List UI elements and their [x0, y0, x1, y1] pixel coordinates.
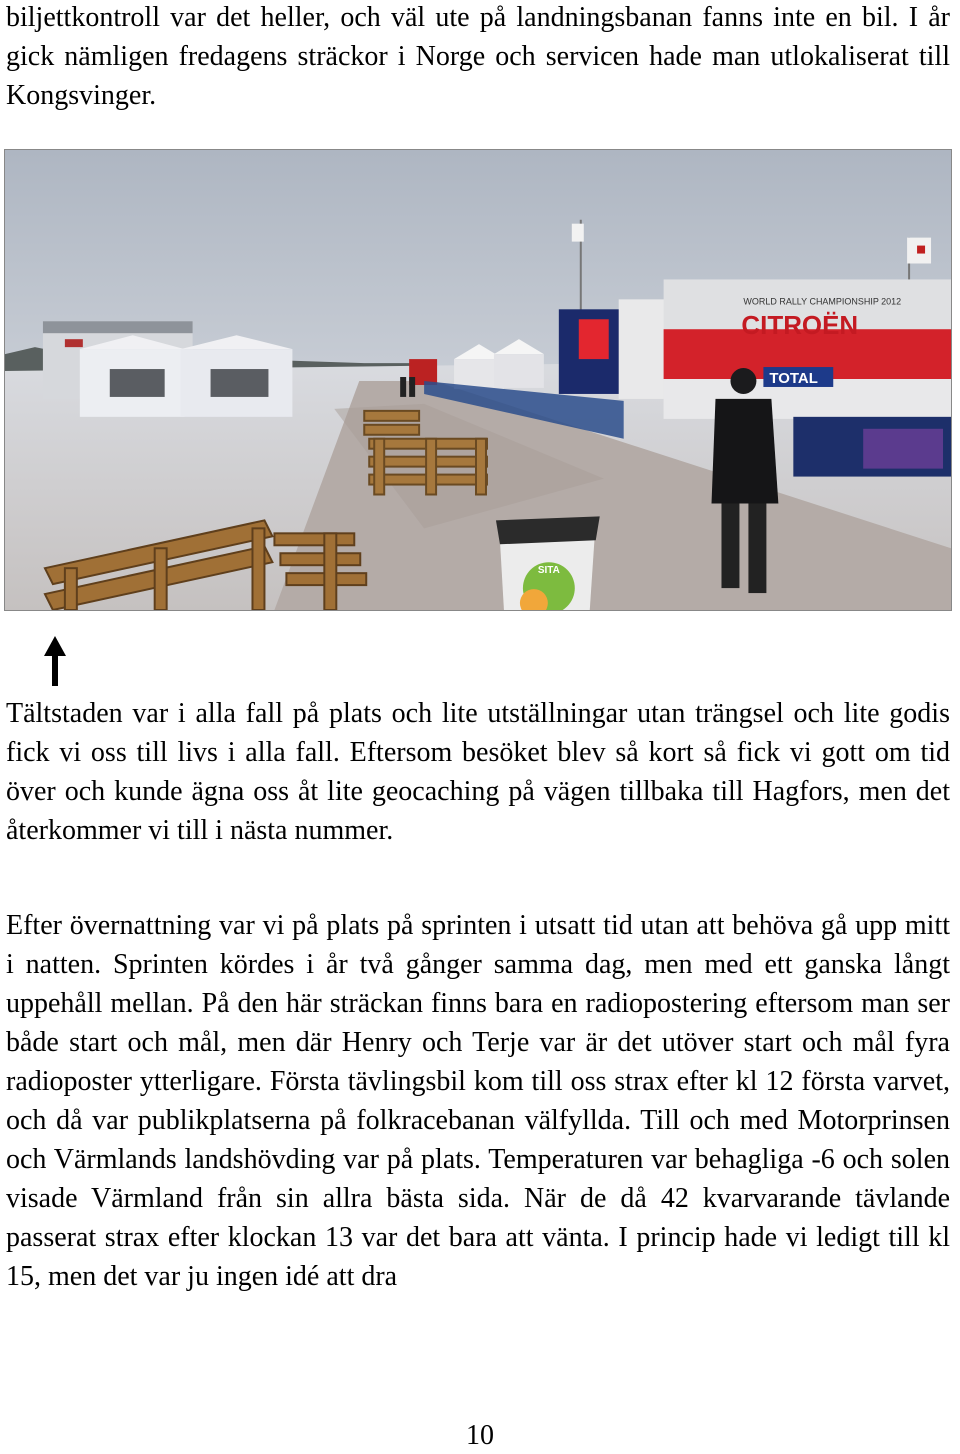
- arrow-up-icon: [44, 636, 66, 686]
- wrc-banner-text: WORLD RALLY CHAMPIONSHIP 2012: [743, 296, 902, 307]
- paragraph-1: Tältstaden var i alla fall på plats och lite utställningar utan trängsel och lite godis fick vi oss till livs i alla fall. Eftersom besöket blev så kort så fick vi gott om tid över och kunde ägna oss åt lite geocaching på vägen tillbaka till Hagfors, men det återkommer vi till i nästa nummer.: [6, 698, 950, 846]
- bin-label-text: SITA: [537, 565, 560, 577]
- intro-paragraph: biljettkontroll var det heller, och väl ute på landningsbanan fanns inte en bil. I år gick nämligen fredagens sträckor i Norge och servicen hade man utlokaliserat till Kongsvinger.: [6, 2, 950, 111]
- total-banner-text: TOTAL: [769, 370, 818, 387]
- citroen-banner-text: CITROËN: [741, 312, 859, 341]
- rally-service-park-photo: [4, 149, 952, 611]
- page-number: 10: [466, 1420, 494, 1451]
- paragraph-2: Efter övernattning var vi på plats på sprinten i utsatt tid utan att behöva gå upp mitt i natten. Sprinten kördes i år två gånger samma dag, men med ett ganska långt uppehåll mellan. På den här sträckan finns bara en radiopostering eftersom man ser både start och mål, men där Henry och Terje var är det utöver start och mål fyra radioposter ytterligare. Första tävlingsbil kom till oss strax efter kl 12 första varvet, och då var publikplatserna på folkracebanan välfyllda. Till och med Motorprinsen och Värmlands landshövding var på plats. Temperaturen var behagliga -6 och solen visade Värmland från sin allra bästa sida. När de då 42 kvarvarande tävlande passerat strax efter klockan 13 var det bara att vänta. I princip hade vi ledigt till kl 15, men det var ju ingen idé att dra: [6, 910, 950, 1292]
